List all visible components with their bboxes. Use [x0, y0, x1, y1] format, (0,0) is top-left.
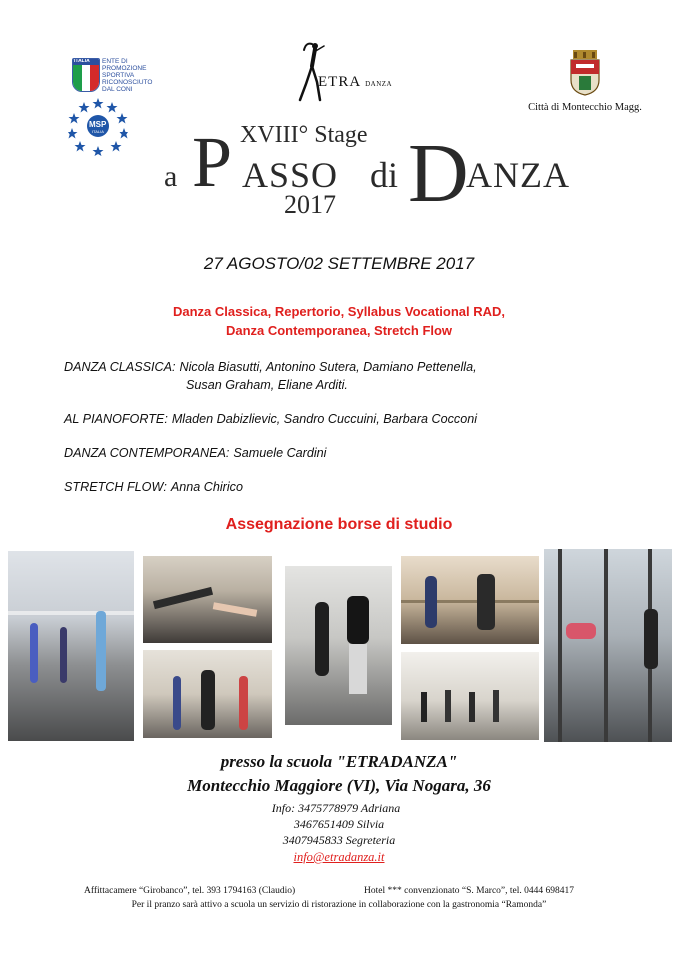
title-a: a — [164, 160, 178, 193]
photo-barre-arabesque — [401, 556, 539, 644]
italia-coni-logo — [72, 58, 167, 98]
title-passo-rest: ASSO — [242, 155, 339, 195]
venue-block — [0, 752, 678, 866]
city-name: Città di Montecchio Magg. — [528, 102, 642, 113]
italia-flag-label: ITALIA — [74, 58, 90, 64]
footer-lodging: Affittacamere “Girobanco”, tel. 393 1794163 (Claudio) — [84, 886, 296, 896]
msp-logo — [68, 96, 128, 156]
teachers-list — [64, 358, 624, 512]
venue-school: presso la scuola "ETRADANZA" — [220, 752, 458, 771]
photo-dancers-row — [143, 650, 272, 738]
etradanza-wordmark: ETRA DANZA — [318, 74, 393, 90]
title-passo-initial: P — [192, 122, 233, 202]
msp-sub: ITALIA — [92, 129, 104, 134]
title-di: di — [370, 155, 399, 195]
email-link[interactable]: info@etradanza.it — [293, 850, 385, 864]
teacher-row-contemporanea: DANZA CONTEMPORANEA: Samuele Cardini — [64, 446, 327, 460]
etradanza-logo — [290, 40, 400, 104]
italia-flag-icon — [72, 58, 100, 92]
venue-address: Montecchio Maggiore (VI), Via Nogara, 36 — [187, 776, 491, 795]
event-title — [160, 122, 570, 222]
teacher-row-stretch: STRETCH FLOW: Anna Chirico — [64, 480, 243, 494]
title-danza-rest: ANZA — [466, 155, 570, 195]
city-montecchio-logo — [520, 50, 650, 120]
title-stage: XVIII° Stage — [240, 122, 368, 148]
teacher-row-classica: DANZA CLASSICA: Nicola Biasutti, Antonino Sutera, Damiano Pettenella, Susan Graham, Eliane Arditi. — [64, 360, 477, 392]
coat-of-arms-icon — [565, 50, 605, 96]
subjects: Danza Classica, Repertorio, Syllabus Vocational RAD, Danza Contemporanea, Stretch Flow — [172, 304, 506, 338]
photo-dance-studio-barre — [8, 551, 134, 741]
title-year: 2017 — [284, 190, 336, 219]
scholarship-text: Assegnazione borse di studio — [225, 516, 453, 533]
dancer-icon — [292, 40, 332, 104]
photo-class-group — [401, 652, 539, 740]
title-danza-initial: D — [408, 127, 469, 220]
footer-lunch: Per il pranzo sarà attivo a scuola un servizio di ristorazione in collaborazione con la gastronomia “Ramonda” — [131, 900, 547, 910]
footer-hotel: Hotel *** convenzionato “S. Marco”, tel. 0444 698417 — [364, 886, 575, 896]
photo-window-stretch — [544, 549, 672, 742]
photo-teacher-correction — [285, 566, 392, 725]
msp-label: MSP — [89, 120, 107, 129]
teacher-row-pianoforte: AL PIANOFORTE: Mladen Dabizlievic, Sandro Cuccuini, Barbara Cocconi — [64, 412, 478, 426]
photo-stretching-floor — [143, 556, 272, 643]
italia-text: ENTE DI PROMOZIONE SPORTIVA RICONOSCIUTO DAL CONI — [102, 58, 153, 93]
event-dates: 27 AGOSTO/02 SETTEMBRE 2017 — [203, 254, 475, 273]
contact-info: Info: 3475778979 Adriana 3467651409 Silvia 3407945833 Segreteria — [271, 801, 401, 847]
